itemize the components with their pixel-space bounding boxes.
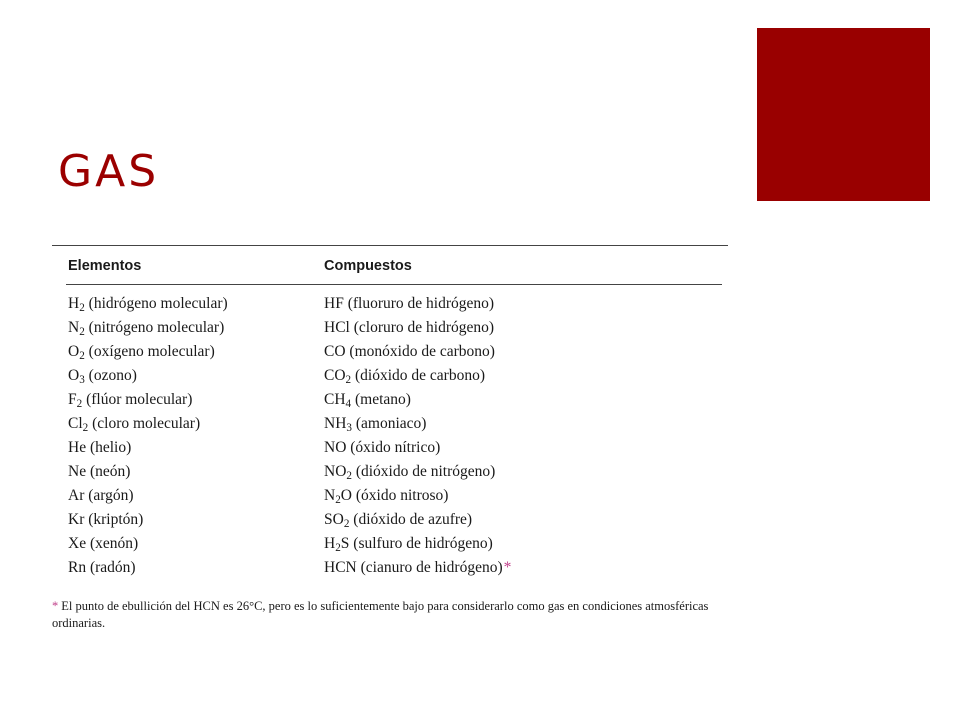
element-cell bbox=[52, 556, 324, 580]
table-top-rule bbox=[52, 245, 728, 246]
compound-cell bbox=[324, 388, 411, 412]
chemical-formula: $CO_2$ bbox=[324, 367, 352, 386]
footnote bbox=[52, 598, 722, 631]
chemical-name: (nitrógeno molecular) bbox=[84, 319, 225, 336]
chemical-name: (cloruro de hidrógeno) bbox=[349, 319, 495, 336]
element-cell bbox=[52, 508, 324, 532]
chemical-formula: $Cl_2$ bbox=[68, 415, 89, 434]
chemical-name: (helio) bbox=[86, 439, 132, 456]
chemical-name: (kriptón) bbox=[84, 511, 144, 528]
chemical-formula: Rn bbox=[68, 559, 87, 576]
element-cell bbox=[52, 340, 324, 364]
table-row bbox=[52, 484, 728, 508]
chemical-name: (sulfuro de hidrógeno) bbox=[349, 535, 493, 552]
chemical-formula: $O_2$ bbox=[68, 343, 85, 362]
chemical-name: (cianuro de hidrógeno) bbox=[356, 559, 503, 576]
chemical-formula: HF bbox=[324, 295, 344, 312]
footnote-marker: * bbox=[503, 559, 512, 576]
table-row bbox=[52, 508, 728, 532]
table-row bbox=[52, 556, 728, 580]
table-row bbox=[52, 340, 728, 364]
compound-cell bbox=[324, 436, 440, 460]
chemical-name: (xenón) bbox=[86, 535, 139, 552]
table-row bbox=[52, 436, 728, 460]
chemical-formula: Ne bbox=[68, 463, 87, 480]
element-cell bbox=[52, 388, 324, 412]
chemical-formula: $NH_3$ bbox=[324, 415, 352, 434]
header-elements: Elementos bbox=[68, 258, 142, 274]
chemical-formula: He bbox=[68, 439, 87, 456]
gas-table bbox=[52, 245, 728, 580]
compound-cell bbox=[324, 316, 494, 340]
compound-cell bbox=[324, 364, 485, 388]
compound-cell bbox=[324, 340, 495, 364]
chemical-formula: $N_2$ bbox=[68, 319, 85, 338]
table-row bbox=[52, 460, 728, 484]
element-cell bbox=[52, 532, 324, 556]
compound-cell bbox=[324, 460, 495, 484]
chemical-name: (monóxido de carbono) bbox=[345, 343, 495, 360]
chemical-formula: Ar bbox=[68, 487, 85, 504]
chemical-formula: $F_2$ bbox=[68, 391, 83, 410]
table-row bbox=[52, 412, 728, 436]
element-cell bbox=[52, 460, 324, 484]
compound-cell bbox=[324, 484, 448, 508]
table-header-row bbox=[52, 248, 728, 284]
footnote-text: El punto de ebullición del HCN es 26°C, pero es lo suficientemente bajo para considerarlo como gas en condiciones atmosféricas ordinarias. bbox=[52, 599, 709, 630]
chemical-name: (cloro molecular) bbox=[88, 415, 201, 432]
chemical-name: (radón) bbox=[86, 559, 136, 576]
chemical-formula: NO bbox=[324, 439, 347, 456]
chemical-formula: $NO_2$ bbox=[324, 463, 352, 482]
chemical-name: (neón) bbox=[86, 463, 131, 480]
slide-title: GAS bbox=[58, 146, 160, 197]
element-cell bbox=[52, 364, 324, 388]
chemical-formula: HCl bbox=[324, 319, 350, 336]
table-row bbox=[52, 316, 728, 340]
chemical-name: (flúor molecular) bbox=[82, 391, 193, 408]
chemical-formula: $SO_2$ bbox=[324, 511, 350, 530]
chemical-formula: Xe bbox=[68, 535, 87, 552]
table-body bbox=[52, 292, 728, 580]
compound-cell bbox=[324, 556, 511, 580]
compound-cell bbox=[324, 508, 472, 532]
chemical-name: (dióxido de carbono) bbox=[351, 367, 485, 384]
compound-cell bbox=[324, 412, 426, 436]
compound-cell bbox=[324, 532, 493, 556]
chemical-name: (amoniaco) bbox=[351, 415, 427, 432]
compound-cell bbox=[324, 292, 494, 316]
table-row bbox=[52, 388, 728, 412]
chemical-name: (hidrógeno molecular) bbox=[84, 295, 228, 312]
chemical-formula: $H_2$ bbox=[68, 295, 85, 314]
accent-block bbox=[757, 28, 930, 201]
chemical-name: (metano) bbox=[351, 391, 411, 408]
chemical-formula: HCN bbox=[324, 559, 357, 576]
chemical-name: (óxido nitroso) bbox=[351, 487, 449, 504]
chemical-formula: $N_2O$ bbox=[324, 487, 352, 506]
table-row bbox=[52, 364, 728, 388]
footnote-mark: * bbox=[52, 599, 59, 613]
chemical-formula: $CH_4$ bbox=[324, 391, 352, 410]
chemical-name: (ozono) bbox=[84, 367, 137, 384]
element-cell bbox=[52, 316, 324, 340]
element-cell bbox=[52, 292, 324, 316]
chemical-formula: Kr bbox=[68, 511, 85, 528]
chemical-formula: $H_2S$ bbox=[324, 535, 350, 554]
chemical-name: (oxígeno molecular) bbox=[84, 343, 215, 360]
chemical-name: (fluoruro de hidrógeno) bbox=[343, 295, 495, 312]
element-cell bbox=[52, 436, 324, 460]
table-header-rule bbox=[66, 284, 722, 285]
header-compounds: Compuestos bbox=[324, 258, 412, 274]
table-row bbox=[52, 292, 728, 316]
chemical-formula: $O_3$ bbox=[68, 367, 85, 386]
chemical-name: (óxido nítrico) bbox=[346, 439, 441, 456]
chemical-name: (dióxido de azufre) bbox=[349, 511, 473, 528]
chemical-name: (argón) bbox=[84, 487, 134, 504]
chemical-formula: CO bbox=[324, 343, 346, 360]
element-cell bbox=[52, 484, 324, 508]
table-row bbox=[52, 532, 728, 556]
chemical-name: (dióxido de nitrógeno) bbox=[351, 463, 496, 480]
element-cell bbox=[52, 412, 324, 436]
